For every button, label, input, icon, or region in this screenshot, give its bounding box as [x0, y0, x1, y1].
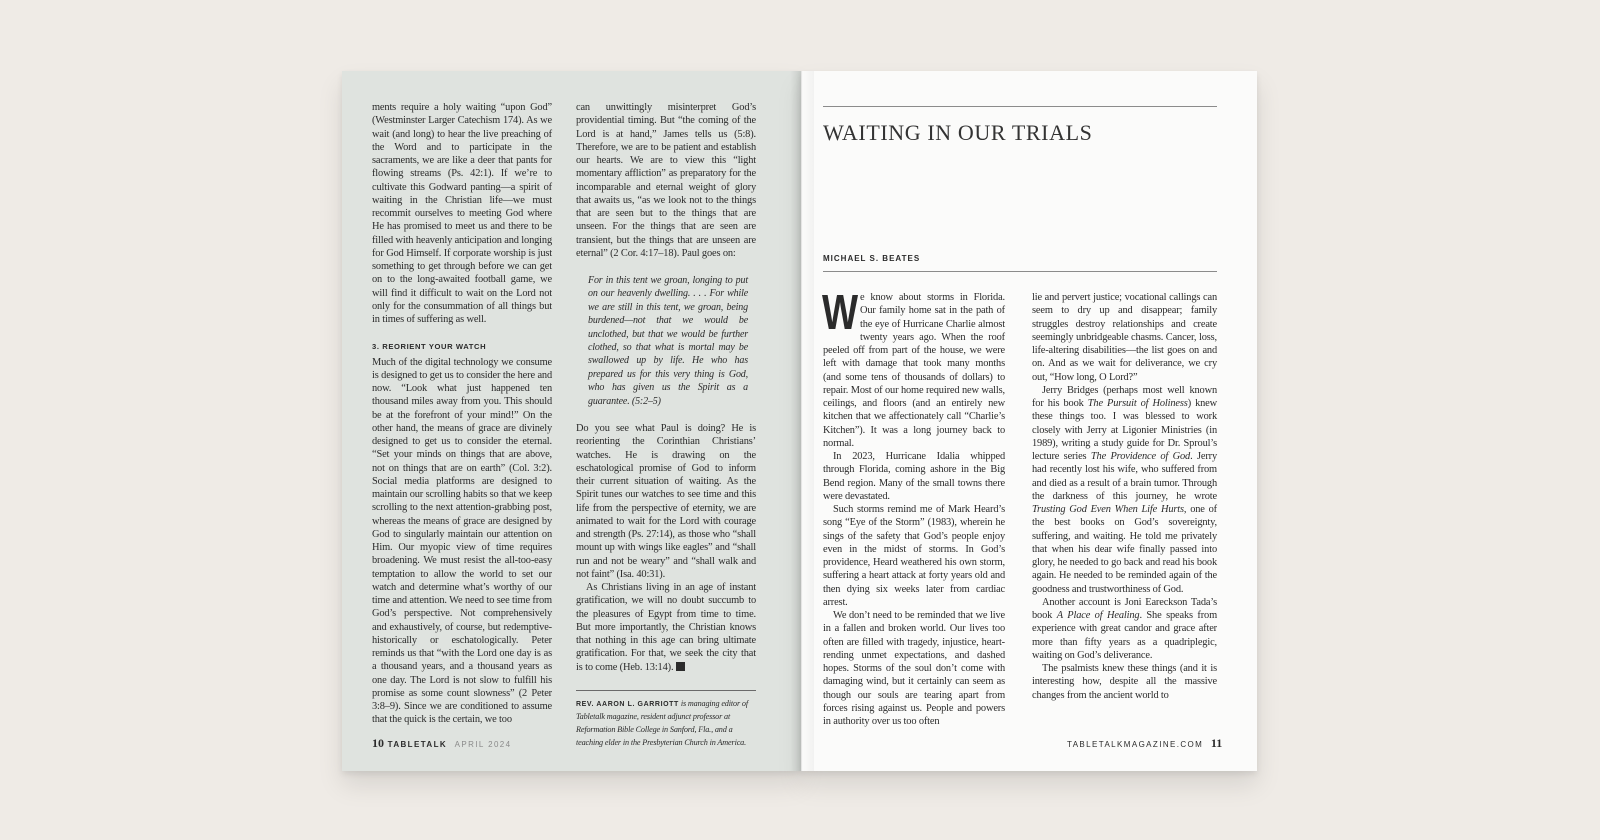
bio-text: is managing editor of Tabletalk magazine, resident adjunct professor at Reformation Bible College in Sanford, Fla., and a teaching elder in the Presbyterian Church in America.	[576, 698, 748, 747]
article-title: WAITING IN OUR TRIALS	[823, 120, 1093, 145]
paragraph-text: As Christians living in an age of instant gratification, we will no doubt succumb to the pleasures of Egypt from time to time. But more importantly, the Christian knows that nothing in this age can bring ultimate gratification. For that, we seek the city that is to come (Heb. 13:14).	[576, 582, 756, 673]
text-run: Another account is Joni Eareckson Tada’s book	[1032, 596, 1217, 621]
left-column-2	[576, 101, 756, 749]
book-title: The Providence of God	[1090, 451, 1191, 462]
byline-rule	[823, 271, 1217, 272]
paragraph: In 2023, Hurricane Idalia whipped through Florida, coming ashore in the Big Bend region. Many of the small towns there were devastated.	[823, 451, 1005, 502]
text-run: , one of the best books on God’s sovereignty, suffering, and waiting. He told me privately that when his dear wife finally passed into glory, he needed to go back and read his book again. He needed to be reminded again of the goodness and trustworthiness of God.	[1032, 504, 1217, 595]
section-subhead: 3. REORIENT YOUR WATCH	[372, 342, 487, 352]
paragraph: Such storms remind me of Mark Heard’s song “Eye of the Storm” (1983), wherein he sings of the safety that God’s people enjoy even in the midst of storms. In God’s providence, Heard weathered his own storm, suffering a heart attack at forty years old and then dying six weeks later from cardiac arrest.	[823, 504, 1005, 608]
bio-author-name: REV. AARON L. GARRIOTT	[576, 700, 679, 708]
book-title: Trusting God Even When Life Hurts	[1032, 504, 1184, 515]
issue-date: APRIL 2024	[454, 740, 512, 749]
paragraph: Much of the digital technology we consume is designed to get us to consider the here and now. “Look what just happened ten thousand miles away from you. This should be at the forefront of your mind!” On the other hand, the means of grace are divinely designed to get us to consider the eternal. “Set your minds on things that are above, not on things that are on earth” (Col. 3:2). Social media platforms are designed to maintain our scrolling habits so that we keep scrolling to the next attention-grabbing post, whereas the means of grace are designed by God to singularly maintain our attention on Him. Our myopic view of time requires broadening. We must resist the all-too-easy temptation to allow the world to set our watch and determine what’s worthy of our time and attention. We need to see time from God’s perspective. Not comprehensively and exhaustively, of course, but redemptive-historically or eschatologically. Peter reminds us that “with the Lord one day is as a thousand years, and a thousand years as one day. The Lord is not slow to fulfill his promise as some count slowness” (2 Peter 3:8–9). Since we are conditioned to assume that the quick is the certain, we too	[372, 356, 552, 726]
paragraph	[576, 581, 756, 674]
paragraph	[822, 286, 1005, 450]
page-number: 10	[372, 736, 384, 750]
text-run: . She speaks from experience with great candor and grace after more than fifty years as a quadriplegic, waiting on God’s deliverance.	[1032, 610, 1218, 661]
right-folio	[1067, 736, 1222, 751]
right-column-1	[822, 286, 1005, 728]
paragraph: can unwittingly misinterpret God’s providential timing. But “the coming of the Lord is at hand,” James tells us (5:8). Therefore, we are to be patient and establish our hearts. We are to view this “light momentary affliction” as preparatory for the incomparable and eternal weight of glory that awaits us, “as we look not to the things that are seen but to the things that are unseen. For the things that are seen are transient, but the things that are unseen are eternal” (2 Cor. 4:17–18). Paul goes on:	[576, 102, 756, 259]
book-title: The Pursuit of Holiness	[1087, 398, 1188, 409]
block-quote: For in this tent we groan, longing to put on our heavenly dwelling. . . . For while we are still in this tent, we groan, being burdened—not that we would be unclothed, but that we would be further clothed, so that what is mortal may be swallowed up by life. He who has prepared us for this very thing is God, who has given us the Spirit as a guarantee. (5:2–5)	[588, 275, 748, 407]
author-byline: MICHAEL S. BEATES	[823, 254, 921, 263]
paragraph: Do you see what Paul is doing? He is reorienting the Corinthian Christians’ watches. He is drawing on the eschatological promise of God to inform their current situation of waiting. As the Spirit tunes our watches to see time and this life from the perspective of eternity, we are animated to wait for the Lord with courage and strength (Ps. 27:14), as those who “shall mount up with wings like eagles” and “shall run and not be weary” and “shall walk and not faint” (Isa. 40:31).	[576, 423, 756, 580]
text-run: . Jerry had recently lost his wife, who suffered from and died as a result of a brain tumor. Through the darkness of this journey, he wrote	[1032, 451, 1217, 502]
text-run: Jerry Bridges (perhaps most well known for his book	[1032, 384, 1217, 409]
left-folio	[372, 736, 512, 751]
book-title: A Place of Healing	[1056, 610, 1140, 621]
page-number: 11	[1210, 736, 1223, 750]
paragraph: lie and pervert justice; vocational callings can seem to dry up and disappear; family struggles destroy relationships and create seemingly unbridgeable chasms. Cancer, loss, life-altering disabilities—the list goes on and on. And as we wait for deliverance, we cry out, “How long, O Lord?”	[1032, 292, 1217, 383]
paragraph: We don’t need to be reminded that we live in a fallen and broken world. Our lives too often are filled with tragedy, injustice, heart-rending unmet expectations, and dashed hopes. Storms of the soul don’t come with damaging wind, but it certainly can seem as though our souls are tearing apart from forces rising against us. People and powers in authority over us too often	[823, 610, 1005, 727]
magazine-site: TABLETALKMAGAZINE.COM	[1067, 740, 1204, 749]
drop-cap: W	[822, 286, 857, 340]
text-run: ) knew these things too. I was blessed to work closely with Jerry at Ligonier Ministries (in 1989), writing a study guide for Dr. Sproul’s lecture series	[1032, 398, 1217, 462]
magazine-name: TABLETALK	[387, 740, 448, 749]
paragraph-text: e know about storms in Florida. Our family home sat in the path of the eye of Hurricane Charlie almost twenty years ago. When the roof peeled off from part of the house, we were left with damage that took many months (and some tens of thousands of dollars) to repair. Most of our home required new walls, ceilings, and floors (and an entirely new kitchen that we affectionately call “Charlie’s Kitchen”). It was a long journey back to normal.	[823, 292, 1005, 449]
author-bio	[576, 690, 756, 749]
end-mark-icon	[676, 662, 685, 671]
top-rule	[823, 106, 1217, 107]
paragraph: ments require a holy waiting “upon God” (Westminster Larger Catechism 174). As we wait (and long) to hear the live preaching of the Word and to participate in the sacraments, we are like a deer that pants for flowing streams (Ps. 42:1). If we’re to cultivate this Godward panting—a spirit of waiting in the Christian life—we must recommit ourselves to meeting God where He has promised to meet us and there to be filled with heavenly anticipation and longing for God Himself. If corporate worship is just something to get through before we can get on to the long-awaited football game, we will find it difficult to wait on the Lord not only for the consummation of all things but in times of suffering as well.	[372, 102, 552, 325]
paragraph: The psalmists knew these things (and it is interesting how, despite all the massive changes from the ancient world to	[1032, 663, 1217, 701]
right-column-2	[1032, 291, 1217, 702]
left-column-1	[372, 101, 552, 727]
paragraph	[1032, 596, 1217, 662]
paragraph	[1032, 384, 1217, 596]
